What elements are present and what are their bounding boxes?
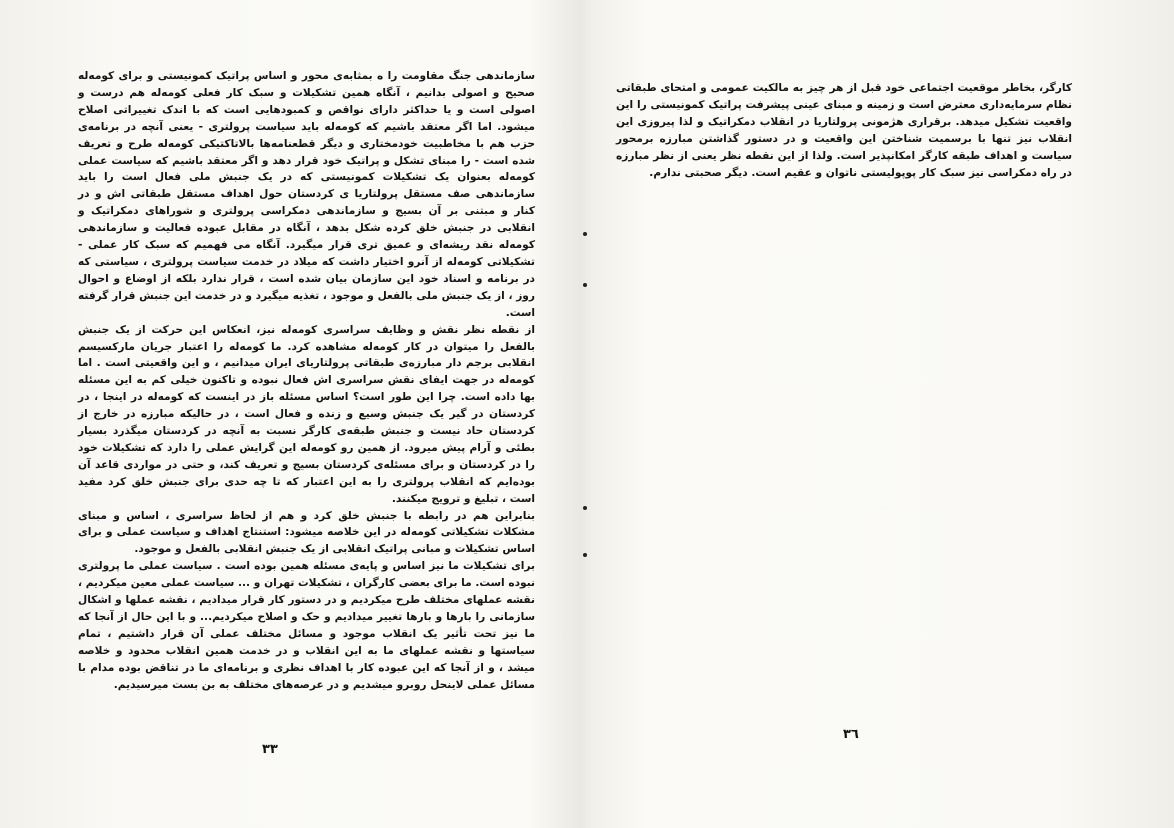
right-page-body	[616, 80, 1072, 181]
right-page-number: ٣٦	[843, 727, 859, 742]
left-page	[0, 0, 580, 828]
right-paragraph-1: کارگر، بخاطر موقعیت اجتماعی خود قبل از هر چیز به مالکیت عمومی و امتحای طبقاتی نظام سرمایه‌داری معترض است و زمینه و مبنای عینی پیشرفت پراتیک کمونیستی را این واقعیت تشکیل میدهد. برقراری هژمونی پرولتاریا در انقلاب دمکراتیک و لذا پیروزی این انقلاب نیز تنها با برسمیت شناختن این واقعیت و در دستور گذاشتن مبارزه برمحور سیاست و اهداف طبقه کارگر امکانپذیر است. ولذا از این نقطه نظر یعنی از نظر مبارزه در راه دمکراسی نیز سبک کار پوپولیستی ناتوان و عقیم است. دیگر صحبتی ندارم.	[616, 82, 1072, 179]
right-page	[590, 0, 1174, 828]
left-paragraph-2: از نقطه نظر نقش و وظایف سراسری کومه‌له نیز، انعکاس این حرکت از یک جنبش بالفعل را میتوان در کار کومه‌له مشاهده کرد. ما کومه‌له را اعتبار جریان مارکسیسم انقلابی برجم دار مبارزه‌ی طبقاتی پرولتاریای ایران میدانیم ، و این واقعیتی است . اما کومه‌له در جهت ایفای نقش سراسری اش فعال نبوده و تاکنون خیلی کم به این مسئله بها داده است. چرا این طور است؟ اساس مسئله باز در اینست که کومه‌له در اینجا ، در کردستان در گیر یک جنبش وسیع و زنده و فعال است ، در حالیکه مبارزه در خارج از کردستان حاد نیست و جنبش طبقه‌ی کارگر نسبت به آنچه در کردستان میگذرد بسیار بطئی و آرام پیش میرود. از همین رو کومه‌له این گرایش عملی را دارد که تشکیلات خود را در کردستان و برای مسئله‌ی کردستان بسیج و تعریف کند، و حتی در مواردی قاعد آن بوده‌ایم که انقلاب پرولتری را به این اعتبار که تا چه حدی برای جنبش خلق کرد مفید است ، تبلیغ و ترویج میکنند.	[78, 323, 535, 505]
left-page-number: ٣٣	[262, 742, 278, 757]
binding-hole-mark	[583, 553, 587, 557]
left-page-body	[78, 68, 535, 694]
binding-hole-mark	[583, 232, 587, 236]
binding-hole-mark	[583, 283, 587, 287]
binding-hole-mark	[583, 506, 587, 510]
left-paragraph-1: سازماندهی جنگ مقاومت را ه بمثابه‌ی محور و اساس پراتیک کمونیستی و برای کومه‌له صحیح و اصولی بدانیم ، آنگاه همین تشکیلات و سبک کار فعلی کومه‌له هم درست و اصولی است و یا حداکثر دارای نواقص و کمبودهایی است که با اندک تغییراتی اصلاح میشود. اما اگر معتقد باشیم که کومه‌له باید سیاست پرولتری - یعنی آنچه در برنامه‌ی حزب هم با مخاطبیت خودمختاری و دیگر قطعنامه‌ها بالاتاکتیکی کومه‌له طرح و تعریف شده است - را مبنای تشکل و پراتیک خود قرار دهد و اگر معتقد باشیم که سیاست عملی کومه‌له بعنوان یک تشکیلات کمونیستی که در یک جنبش ملی فعال است را باید سازماندهی صف مستقل پرولتاریا ی کردستان حول اهداف مستقل طبقاتی اش و در کنار و مبتنی بر آن بسیج و سازماندهی دمکراسی پرولتری و شوراهای دمکراتیک و انقلابی در جنبش خلق کرده شکل بدهد ، آنگاه در مقابل عبوده فعالیت و سازماندهی کومه‌له نقد ریشه‌ای و عمیق تری قرار میگیرد. آنگاه می فهمیم که سبک کار عملی - تشکیلاتی کومه‌له از آنرو اختیار داشت که میلاد در خدمت سیاست پرولتری ، سیاستی که در برنامه و اسناد خود این سازمان بیان شده است ، قرار ندارد بلکه از اوضاع و احوال روز ، از یک جنبش ملی بالفعل و موجود ، تغذیه میگیرد و در خدمت این جنبش قرار گرفته است.	[78, 70, 535, 319]
left-paragraph-4: برای تشکیلات ما نیز اساس و پایه‌ی مسئله همین بوده است . سیاست عملی ما پرولتری نبوده است. ما برای بعضی کارگران ، تشکیلات تهران و ... سیاست عملی معین میکردیم ، نقشه عملهای مختلف طرح میکردیم و در دستور کار قرار میدادیم ، نقشه عملها و اشکال سازمانی را بارها و بارها تغییر میدادیم و حک و اصلاح میکردیم... و با این حال از آنجا که ما نیز تحت تأثیر یک انقلاب موجود و مسائل مختلف عملی آن قرار داشتیم ، تمام سیاستها و نقشه عملهای ما به این انقلاب و در خدمت همین انقلاب محدود و خلاصه میشد ، و از آنجا که این عبوده کار با اهداف نظری و برنامه‌ای ما در تناقض بوده مدام با مسائل عملی لاینحل روبرو میشدیم و در عرصه‌های مختلف به بن بست میرسیدیم.	[78, 560, 535, 691]
left-paragraph-3: بنابراین هم در رابطه با جنبش خلق کرد و هم از لحاظ سراسری ، اساس و مبنای مشکلات تشکیلاتی کومه‌له در این خلاصه میشود: استنتاج اهداف و سیاست عملی و برای اساس تشکیلات و مبانی پراتیک انقلابی از یک جنبش انقلابی بالفعل و موجود.	[78, 509, 535, 556]
